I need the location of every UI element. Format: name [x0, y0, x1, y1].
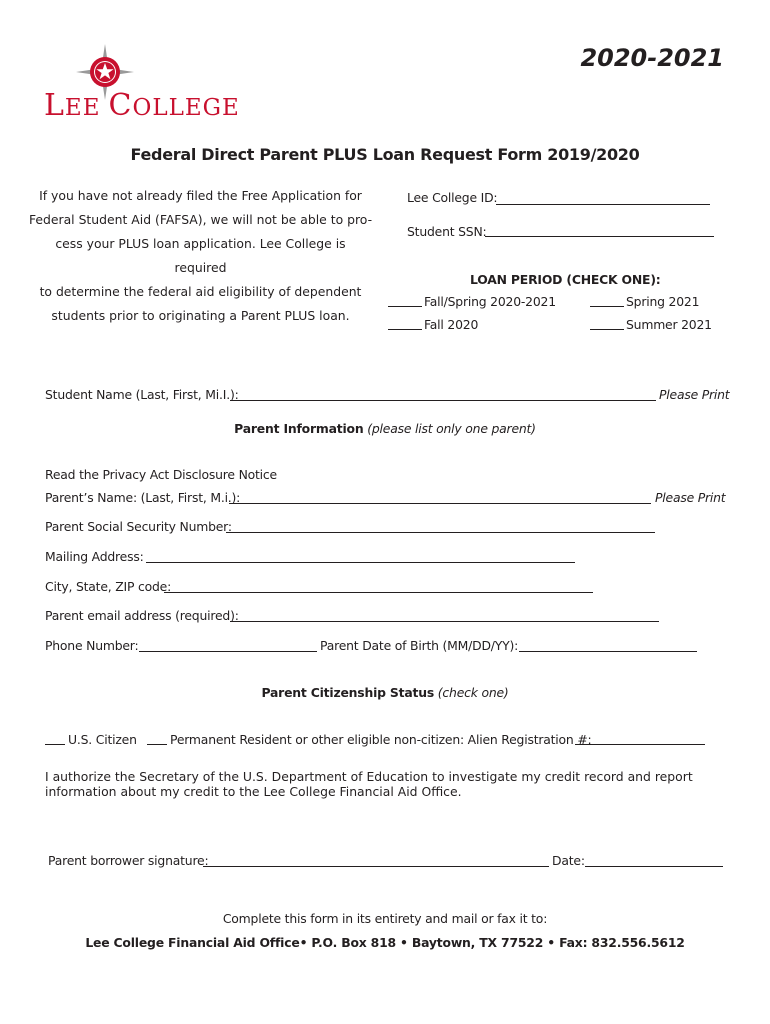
mailing-address-field[interactable]	[146, 562, 575, 563]
parent-name-field[interactable]	[229, 503, 651, 504]
summer-label: Summer 2021	[626, 317, 712, 332]
parent-info-heading: Parent Information (please list only one parent)	[234, 421, 536, 436]
intro-line: cess your PLUS loan application. Lee College is required	[55, 236, 346, 275]
spring-checkbox[interactable]	[590, 306, 624, 307]
parent-name-label: Parent’s Name: (Last, First, M.i.):	[45, 490, 241, 505]
lee-college-id-label: Lee College ID:	[407, 190, 498, 205]
footer-instruction: Complete this form in its entirety and mail or fax it to:	[222, 911, 548, 926]
phone-number-label: Phone Number:	[45, 638, 139, 653]
student-name-field[interactable]	[230, 400, 656, 401]
intro-line: students prior to originating a Parent PLUS loan.	[51, 308, 350, 323]
footer-address: Lee College Financial Aid Office• P.O. Box 818 • Baytown, TX 77522 • Fax: 832.556.5612	[85, 935, 685, 950]
fall-spring-checkbox[interactable]	[388, 306, 422, 307]
parent-ssn-label: Parent Social Security Number:	[45, 519, 232, 534]
student-name-note: Please Print	[659, 387, 730, 402]
phone-number-field[interactable]	[139, 651, 317, 652]
authorization-statement: I authorize the Secretary of the U.S. Department of Education to investigate my credit record and report information about my credit to the Lee College Financial Aid Office.	[45, 769, 693, 799]
parent-dob-field[interactable]	[519, 651, 697, 652]
mailing-address-label: Mailing Address:	[45, 549, 144, 564]
spring-label: Spring 2021	[626, 294, 700, 309]
fall-label: Fall 2020	[424, 317, 479, 332]
city-state-zip-label: City, State, ZIP code:	[45, 579, 172, 594]
alien-registration-field[interactable]	[575, 744, 705, 745]
intro-line: Federal Student Aid (FAFSA), we will not be able to pro-	[28, 212, 373, 227]
student-ssn-field[interactable]	[485, 236, 714, 237]
date-field[interactable]	[585, 866, 723, 867]
permanent-resident-checkbox[interactable]	[147, 744, 167, 745]
fall-checkbox[interactable]	[388, 329, 422, 330]
us-citizen-label: U.S. Citizen	[68, 732, 137, 747]
parent-email-field[interactable]	[230, 621, 659, 622]
logo-wordmark: LEE COLLEGE	[44, 88, 240, 123]
citizenship-heading: Parent Citizenship Status (check one)	[261, 685, 509, 700]
parent-email-label: Parent email address (required):	[45, 608, 239, 623]
academic-year: 2020-2021	[580, 44, 724, 72]
parent-dob-label: Parent Date of Birth (MM/DD/YY):	[320, 638, 519, 653]
intro-line: to determine the federal aid eligibility of dependent	[39, 284, 362, 299]
city-state-zip-field[interactable]	[164, 592, 593, 593]
permanent-resident-label: Permanent Resident or other eligible non-citizen: Alien Registration #:	[170, 732, 592, 747]
lee-college-id-field[interactable]	[496, 204, 710, 205]
intro-line: If you have not already filed the Free Application for	[39, 188, 362, 203]
student-ssn-label: Student SSN:	[407, 224, 487, 239]
college-logo	[44, 44, 244, 124]
parent-name-note: Please Print	[655, 490, 726, 505]
privacy-notice[interactable]: Read the Privacy Act Disclosure Notice	[45, 467, 277, 482]
fall-spring-label: Fall/Spring 2020-2021	[424, 294, 556, 309]
signature-field[interactable]	[203, 866, 549, 867]
loan-period-heading: LOAN PERIOD (CHECK ONE):	[470, 272, 661, 287]
summer-checkbox[interactable]	[590, 329, 624, 330]
intro-paragraph	[28, 184, 373, 328]
parent-ssn-field[interactable]	[226, 532, 655, 533]
form-title: Federal Direct Parent PLUS Loan Request Form 2019/2020	[130, 145, 640, 164]
us-citizen-checkbox[interactable]	[45, 744, 65, 745]
date-label: Date:	[552, 853, 585, 868]
student-name-label: Student Name (Last, First, Mi.I.):	[45, 387, 239, 402]
signature-label: Parent borrower signature:	[48, 853, 209, 868]
